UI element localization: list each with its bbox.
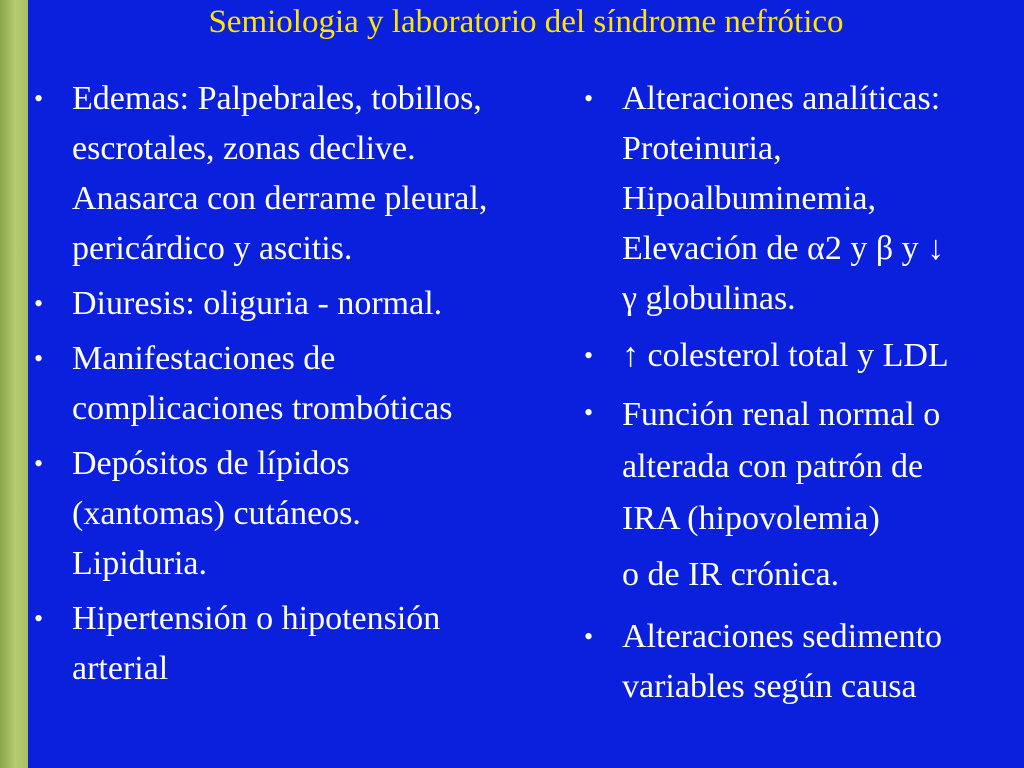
list-item [580, 331, 1020, 381]
bullet-icon: • [34, 449, 44, 478]
list-item [30, 334, 580, 434]
bullet-icon: • [34, 344, 44, 373]
item-line: Hipoalbuminemia, [622, 180, 877, 217]
item-line: IRA (hipovolemia) [622, 500, 880, 537]
item-line: arterial [72, 650, 169, 687]
item-line: Elevación de α2 y β y ↓ [622, 230, 945, 267]
item-line: complicaciones trombóticas [72, 390, 453, 427]
bullet-icon: • [34, 604, 44, 633]
item-line: Anasarca con derrame pleural, [72, 180, 488, 217]
list-item [30, 279, 580, 329]
item-line: Hipertensión o hipotensión [72, 600, 441, 637]
item-line: variables según causa [622, 668, 917, 705]
item-line: Depósitos de lípidos [72, 445, 350, 482]
item-line: Manifestaciones de [72, 340, 336, 377]
item-line: γ globulinas. [622, 280, 796, 317]
list-item [30, 439, 580, 589]
list-item [30, 594, 580, 694]
item-line: Lipiduria. [72, 545, 208, 582]
item-line: Proteinuria, [622, 130, 782, 167]
bullet-icon: • [584, 84, 594, 113]
item-line: Alteraciones sedimento [622, 618, 943, 655]
list-item [580, 388, 1020, 544]
bullet-icon: • [584, 622, 594, 651]
item-line: Función renal normal o [622, 396, 941, 433]
item-line: pericárdico y ascitis. [72, 230, 353, 267]
right-bullet-list [580, 74, 1020, 719]
bullet-icon: • [34, 289, 44, 318]
item-line: ↑ colesterol total y LDL [622, 337, 949, 374]
item-line: Edemas: Palpebrales, tobillos, [72, 80, 482, 117]
list-item [580, 612, 1020, 712]
item-line: o de IR crónica. [622, 556, 840, 593]
slide-title: Semiologia y laboratorio del síndrome nefrótico [208, 4, 844, 40]
list-item-continuation [580, 544, 1020, 600]
item-line: (xantomas) cutáneos. [72, 495, 361, 532]
bullet-icon: • [34, 84, 44, 113]
item-line: Diuresis: oliguria - normal. [72, 285, 443, 322]
decorative-side-bar [0, 0, 28, 768]
bullet-icon: • [584, 341, 594, 370]
item-line: Alteraciones analíticas: [622, 80, 941, 117]
item-line: escrotales, zonas declive. [72, 130, 416, 167]
bullet-icon: • [584, 398, 594, 427]
list-item [580, 74, 1020, 324]
item-line: alterada con patrón de [622, 448, 924, 485]
left-bullet-list [30, 74, 580, 699]
list-item [30, 74, 580, 274]
